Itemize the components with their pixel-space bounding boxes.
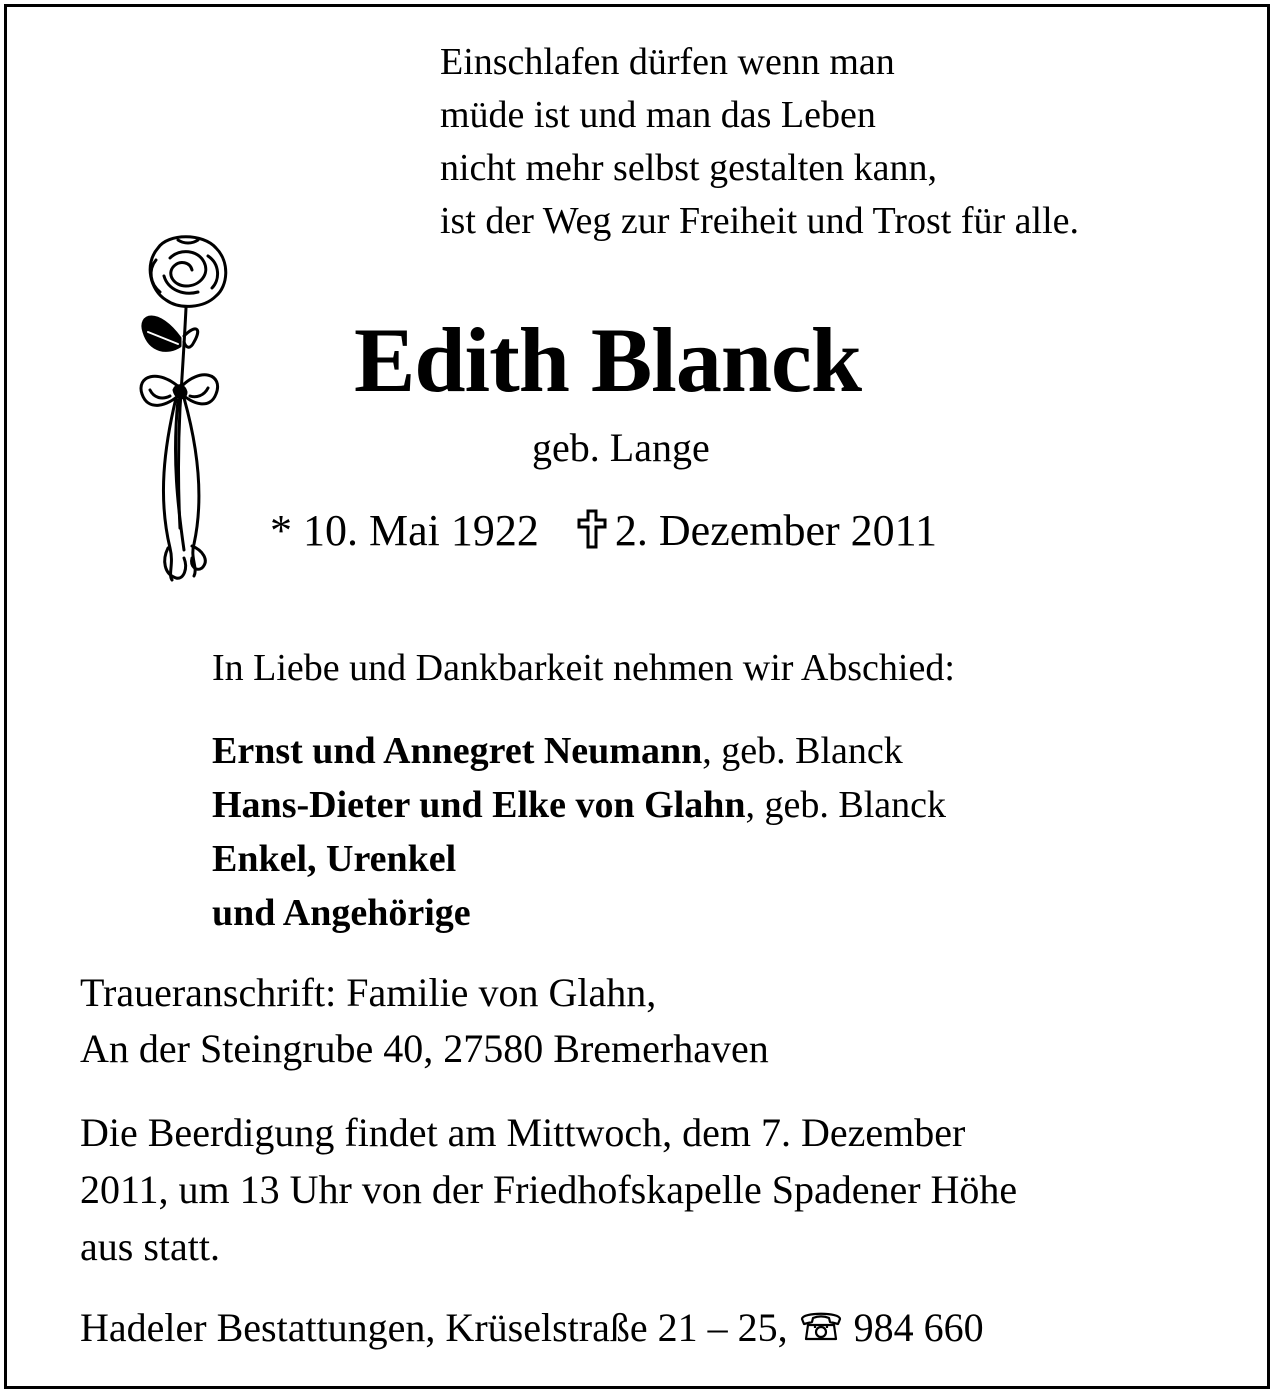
mourner-suffix: , geb. Blanck xyxy=(745,784,947,826)
mourner-entry xyxy=(212,778,946,832)
undertaker-line xyxy=(80,1300,984,1356)
mourner-entry xyxy=(212,832,946,886)
address-line: Traueranschrift: Familie von Glahn, xyxy=(80,970,657,1015)
telephone-icon xyxy=(798,1302,844,1336)
mourner-suffix: , geb. Blanck xyxy=(702,730,903,772)
rose-icon xyxy=(128,228,238,588)
death-date: 2. Dezember 2011 xyxy=(614,506,938,555)
life-dates xyxy=(270,505,937,557)
maiden-name: geb. Lange xyxy=(532,425,710,470)
funeral-info xyxy=(80,1104,1240,1275)
poem-line: ist der Weg zur Freiheit und Trost für alle. xyxy=(440,200,1079,242)
mourner-name: Enkel, Urenkel xyxy=(212,838,457,880)
cross-icon xyxy=(577,509,607,549)
mourners-list xyxy=(212,724,946,940)
address-line: An der Steingrube 40, 27580 Bremerhaven xyxy=(80,1026,769,1071)
deceased-name: Edith Blanck xyxy=(354,309,861,411)
poem xyxy=(440,36,1079,248)
farewell-line: In Liebe und Dankbarkeit nehmen wir Abschied: xyxy=(212,647,955,689)
funeral-line: aus statt. xyxy=(80,1224,220,1269)
mourner-name: und Angehörige xyxy=(212,892,471,934)
funeral-line: 2011, um 13 Uhr von der Friedhofskapelle Spadener Höhe xyxy=(80,1167,1018,1212)
funeral-line: Die Beerdigung findet am Mittwoch, dem 7. Dezember xyxy=(80,1110,966,1155)
poem-line: Einschlafen dürfen wenn man xyxy=(440,41,895,83)
mourning-address xyxy=(80,965,769,1077)
mourner-name: Hans-Dieter und Elke von Glahn xyxy=(212,784,746,826)
birth-date: * 10. Mai 1922 xyxy=(270,506,539,555)
mourner-entry xyxy=(212,886,946,940)
mourner-name: Ernst und Annegret Neumann xyxy=(212,730,703,772)
poem-line: müde ist und man das Leben xyxy=(440,94,876,136)
phone-number: 984 660 xyxy=(853,1305,984,1350)
undertaker-name: Hadeler Bestattungen, Krüselstraße 21 – 25, xyxy=(80,1305,788,1350)
poem-line: nicht mehr selbst gestalten kann, xyxy=(440,147,938,189)
mourner-entry xyxy=(212,724,946,778)
